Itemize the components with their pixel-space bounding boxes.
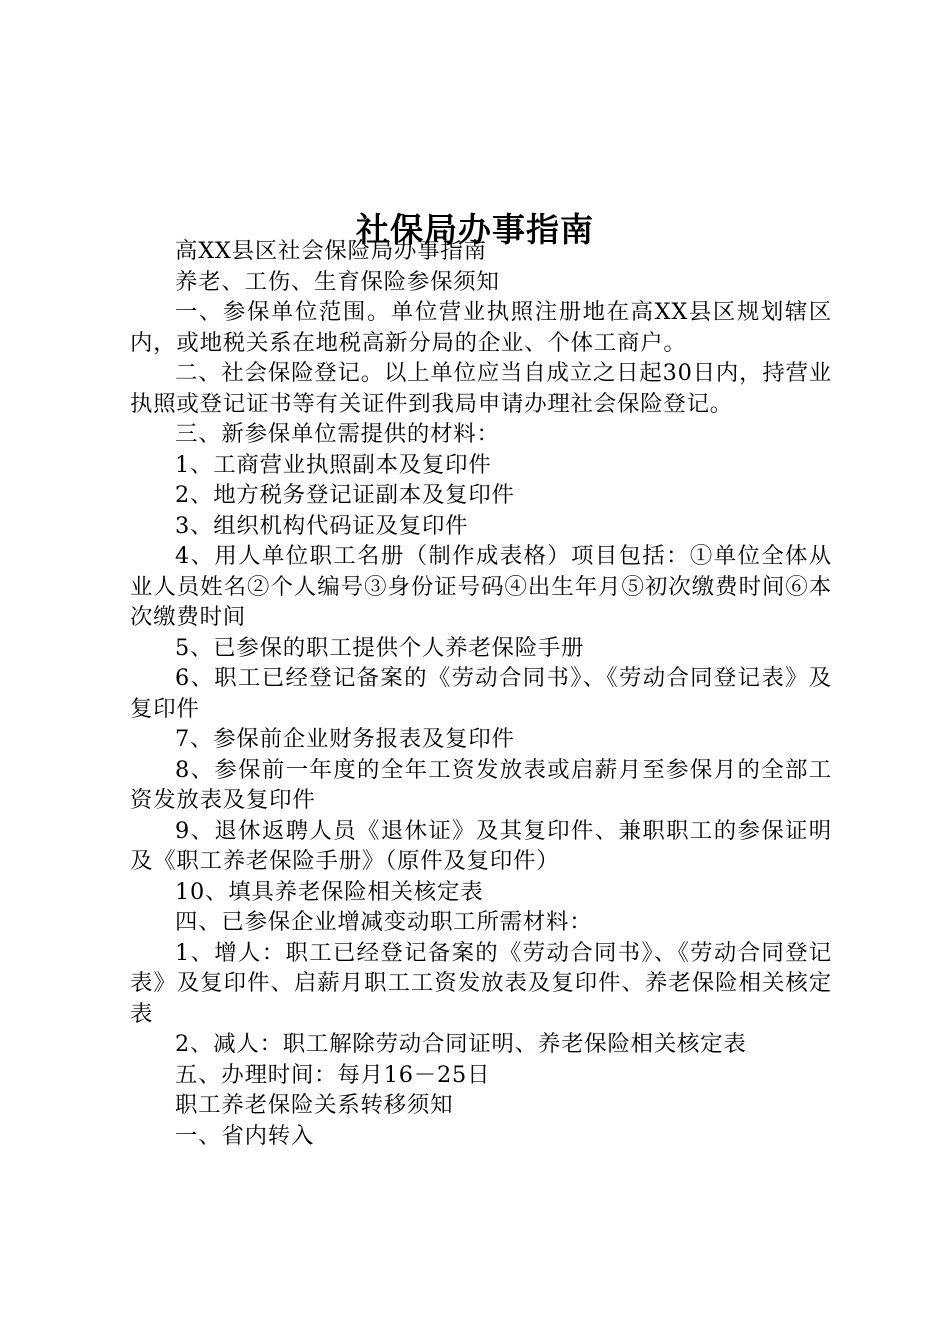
list-item-2: 2、地方税务登记证副本及复印件: [175, 482, 515, 508]
list-item-4: 4、用人单位职工名册（制作成表格）项目包括：①单位全体从业人员姓名②个人编号③身份证号码④出生年月⑤初次缴费时间⑥本次缴费时间: [130, 543, 832, 630]
paragraph-registration: 二、社会保险登记。以上单位应当自成立之日起30日内，持营业执照或登记证书等有关证件到我局申请办理社会保险登记。: [130, 360, 832, 417]
paragraph-office-hours: 五、办理时间：每月16－25日: [175, 1061, 491, 1088]
list-item-10: 10、填具养老保险相关核定表: [175, 878, 484, 905]
paragraph-in-province-transfer: 一、省内转入: [175, 1122, 315, 1149]
paragraph-scope: 一、参保单位范围。单位营业执照注册地在高XX县区规划辖区内，或地税关系在地税高新分局的企业、个体工商户。: [130, 299, 832, 356]
list-item-9: 9、退休返聘人员《退休证》及其复印件、兼职职工的参保证明及《职工养老保险手册》（原件及复印件）: [130, 817, 832, 874]
paragraph-materials-heading: 三、新参保单位需提供的材料：: [175, 421, 500, 447]
paragraph-insurance-notice-heading: 养老、工伤、生育保险参保须知: [175, 268, 500, 295]
paragraph-changes-heading: 四、已参保企业增减变动职工所需材料：: [175, 909, 593, 935]
list-item-6: 6、职工已经登记备案的《劳动合同书》、《劳动合同登记表》及复印件: [130, 665, 832, 722]
list-item-remove-staff: 2、减人：职工解除劳动合同证明、养老保险相关核定表: [175, 1031, 747, 1057]
list-item-1: 1、工商营业执照副本及复印件: [175, 451, 492, 478]
paragraph-transfer-heading: 职工养老保险关系转移须知: [175, 1092, 454, 1118]
document-body: [130, 236, 832, 1151]
paragraph-office-guide-heading: 高XX县区社会保险局办事指南: [175, 238, 487, 264]
list-item-3: 3、组织机构代码证及复印件: [175, 512, 469, 539]
list-item-5: 5、已参保的职工提供个人养老保险手册: [175, 634, 585, 661]
document-title: 社保局办事指南: [356, 210, 594, 250]
list-item-8: 8、参保前一年度的全年工资发放表或启薪月至参保月的全部工资发放表及复印件: [130, 756, 832, 813]
list-item-add-staff: 1、增人：职工已经登记备案的《劳动合同书》、《劳动合同登记表》及复印件、启薪月职工工资发放表及复印件、养老保险相关核定表: [130, 939, 832, 1027]
list-item-7: 7、参保前企业财务报表及复印件: [175, 726, 515, 752]
